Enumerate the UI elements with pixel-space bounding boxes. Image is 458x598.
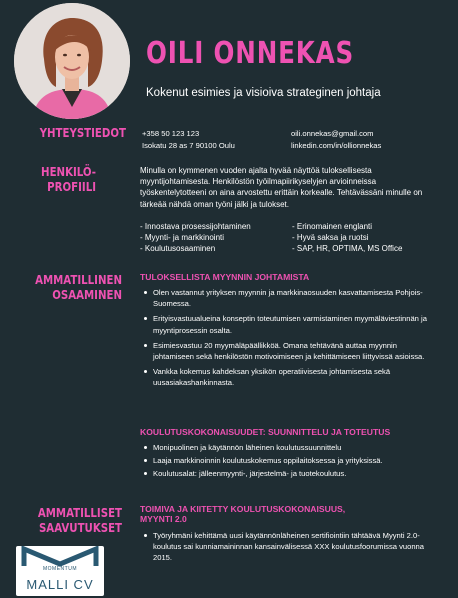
list-item: Esimiesvastuu 20 myymäläpäällikköä. Omana tehtävänä auttaa myynnin johtamiseen sekä henkilöstön motivoimiseen ja kehittämiseen liittyvissä asioissa. <box>140 340 440 362</box>
achievements-list <box>140 530 440 568</box>
portrait-illustration <box>14 3 130 119</box>
skill-item: - Koulutusosaaminen <box>140 244 216 254</box>
logo-mark-icon <box>16 546 104 568</box>
contact-address: Isokatu 28 as 7 90100 Oulu <box>142 141 235 150</box>
skill-item: - Hyvä saksa ja ruotsi <box>292 233 369 243</box>
profile-title-line1: HENKILÖ- <box>41 165 96 179</box>
list-item: Monipuolinen ja käytännön läheinen koulutussuunnittelu <box>140 442 440 453</box>
profile-section-title <box>20 165 97 195</box>
logo-text-malli-cv: MALLI CV <box>26 577 94 592</box>
achievements-section-title <box>22 506 122 536</box>
logo-text-momentum: MOMENTUM <box>43 566 77 572</box>
list-item: Erityisvastuualueina konseptin toteutumisen varmistaminen myymäläviestinnän ja myyntiprosessin osalta. <box>140 313 440 335</box>
expertise-title-line2: OSAAMINEN <box>52 288 122 302</box>
achievements-heading-line2: MYYNTI 2.0 <box>140 514 187 524</box>
list-item: Koulutusalat: jälleenmyynti-, järjestelmä- ja tuotekoulutus. <box>140 468 440 479</box>
momentum-logo <box>16 546 104 596</box>
expertise-block2-heading: KOULUTUSKOKONAISUUDET: SUUNNITTELU JA TOTEUTUS <box>140 427 391 437</box>
profile-text: Minulla on kymmenen vuoden ajalta hyvää näyttöä tuloksellisesta myyntijohtamisesta. Henkilöstön työilmapiirikyselyjen arvioinneissa työskentelytotteeni on aina arvostettu erittäin korkealle. Tehtävässäni minulle on tärkeää nähdä oman työni jälki ja tulokset. <box>140 166 423 209</box>
achievements-heading <box>140 504 345 524</box>
skill-item: - Erinomainen englanti <box>292 222 373 231</box>
expertise-section-title <box>22 273 122 303</box>
expertise-block1-list <box>140 287 440 393</box>
skill-item: - Myynti- ja markkinointi <box>140 233 225 243</box>
person-subtitle: Kokenut esimies ja visioiva strateginen johtaja <box>146 87 381 99</box>
list-item: Laaja markkinoinnin koulutuskokemus oppilaitoksessa ja yrityksissä. <box>140 455 440 466</box>
contact-linkedin[interactable]: linkedin.com/in/ollionnekas <box>291 141 382 150</box>
profile-photo <box>14 3 130 119</box>
contact-phone: +358 50 123 123 <box>142 129 200 138</box>
list-item: Vankka kokemus kahdeksan yksikön operatiivisesta johtamisesta sekä uusasiakashankinnasta. <box>140 366 440 388</box>
person-name: OILI ONNEKAS <box>146 36 355 71</box>
skills-row <box>140 232 440 243</box>
achievements-title-line2: SAAVUTUKSET <box>38 521 122 535</box>
contact-email[interactable]: oili.onnekas@gmail.com <box>291 129 374 138</box>
contact-section-title: YHTEYSTIEDOT <box>39 126 126 140</box>
skills-list <box>140 221 440 255</box>
expertise-block1-heading: TULOKSELLISTA MYYNNIN JOHTAMISTA <box>140 272 310 282</box>
achievements-title-line1: AMMATILLISET <box>37 506 123 520</box>
skill-item: - SAP, HR, OPTIMA, MS Office <box>292 244 403 254</box>
skill-item: - Innostava prosessijohtaminen <box>140 222 251 231</box>
achievements-heading-line1: TOIMIVA JA KIITETTY KOULUTUSKOKONAISUUS, <box>140 504 346 514</box>
skills-row <box>140 221 440 232</box>
expertise-title-line1: AMMATILLINEN <box>35 273 122 287</box>
skills-row <box>140 243 440 254</box>
expertise-block2-list <box>140 442 440 482</box>
list-item: Työryhmäni kehittämä uusi käytännönläheinen sertifiointiin tähtäävä Myynti 2.0- koulutus sai kunniamaininnan kansainvälisessä XXX koulutusfoorumissa vuonna 2015. <box>140 530 440 564</box>
profile-title-line2: PROFIILI <box>47 180 96 194</box>
list-item: Olen vastannut yrityksen myynnin ja markkinaosuuden kasvattamisesta Pohjois-Suomessa. <box>140 287 440 309</box>
